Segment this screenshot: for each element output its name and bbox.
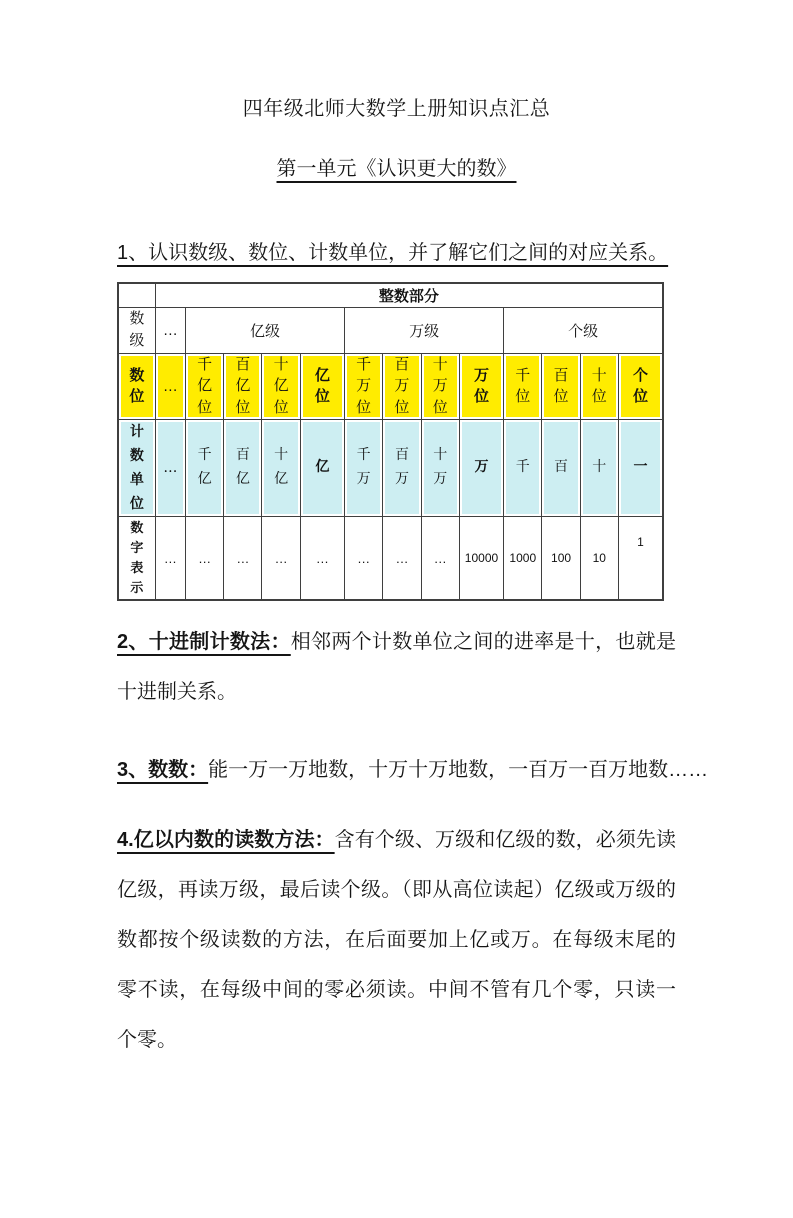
point-1: 1、认识数级、数位、计数单位，并了解它们之间的对应关系。: [117, 242, 669, 264]
unit-subtitle: 第一单元《认识更大的数》: [276, 158, 517, 180]
table-row-places: [118, 353, 663, 419]
point-4-term: 4.亿以内数的读数方法：: [117, 829, 335, 852]
number-cell: 1000: [504, 516, 542, 600]
place-cell: …: [155, 353, 185, 419]
cell-text: 十万位: [432, 356, 448, 416]
integer-part-header: 整数部分: [155, 283, 663, 307]
place-cell: [459, 353, 503, 419]
place-cell: [300, 353, 344, 419]
unit-cell: [542, 419, 580, 516]
unit-cell: [504, 419, 542, 516]
point-2: [117, 617, 676, 717]
cell-text: 百亿: [235, 446, 250, 487]
cell-text: 百位: [553, 366, 569, 405]
corner-cell: [118, 283, 155, 307]
row-label-number-representation: [118, 516, 155, 600]
row-label-number-level: [118, 307, 155, 353]
point-3-term: 3、数数：: [117, 759, 209, 782]
number-cell: …: [262, 516, 300, 600]
place-cell: [224, 353, 262, 419]
number-cell: …: [185, 516, 223, 600]
cell-text: 十万: [433, 446, 448, 487]
place-cell: [383, 353, 421, 419]
number-cell: …: [300, 516, 344, 600]
unit-cell: [345, 419, 383, 516]
cell-text: 百万位: [394, 356, 410, 416]
unit-cell: [300, 419, 344, 516]
cell-text: 千万: [356, 446, 371, 487]
cell-text: 百: [554, 458, 569, 475]
number-cell: 1: [618, 516, 663, 600]
level-cell-ge: 个级: [504, 307, 663, 353]
table-row-levels: [118, 307, 663, 353]
number-cell: 100: [542, 516, 580, 600]
place-cell: [345, 353, 383, 419]
row-label-digit-place: [118, 353, 155, 419]
cell-text: 千位: [515, 366, 531, 405]
table-row-counting-units: [118, 419, 663, 516]
row-label-text: 数字表示: [130, 519, 144, 596]
number-cell: 10000: [459, 516, 503, 600]
cell-text: 十位: [591, 366, 607, 405]
place-cell: [542, 353, 580, 419]
level-cell-wan: 万级: [345, 307, 504, 353]
place-cell: [421, 353, 459, 419]
row-label-text: 计数单位: [129, 423, 144, 512]
cell-text: 千: [515, 458, 530, 475]
cell-text: 亿位: [314, 366, 330, 405]
cell-text: 十亿: [274, 446, 289, 487]
point-2-body: 相邻两个计数单位之间的进率是十，也就是十进制关系。: [117, 631, 676, 704]
table-row-integer-part: [118, 283, 663, 307]
place-cell: [618, 353, 663, 419]
point-3: [117, 745, 709, 795]
cell-text: 万位: [473, 366, 489, 405]
unit-cell: [421, 419, 459, 516]
place-cell: [185, 353, 223, 419]
unit-cell: [618, 419, 663, 516]
row-label-text: 数位: [129, 366, 145, 405]
cell-text: 千亿: [197, 446, 212, 487]
unit-cell: [224, 419, 262, 516]
unit-cell: [459, 419, 503, 516]
number-cell: …: [224, 516, 262, 600]
cell-text: 一: [633, 458, 648, 475]
number-cell: …: [383, 516, 421, 600]
place-cell: [262, 353, 300, 419]
cell-text: 百亿位: [235, 356, 251, 416]
page-title: 四年级北师大数学上册知识点汇总: [242, 98, 551, 120]
point-2-term: 2、十进制计数法：: [117, 631, 291, 654]
point-4: [117, 815, 676, 1065]
row-label-text: 数级: [129, 309, 145, 349]
level-cell-yi: 亿级: [185, 307, 344, 353]
table-row-number-representation: [118, 516, 663, 600]
place-value-table: [117, 282, 664, 601]
number-cell: …: [155, 516, 185, 600]
unit-cell: [262, 419, 300, 516]
cell-text: 个位: [632, 366, 648, 405]
unit-cell: …: [155, 419, 185, 516]
unit-cell: [383, 419, 421, 516]
row-label-counting-unit: [118, 419, 155, 516]
cell-text: 十亿位: [273, 356, 289, 416]
point-4-body: 含有个级、万级和亿级的数，必须先读亿级，再读万级，最后读个级。（即从高位读起）亿级或万级的数都按个级读数的方法，在后面要加上亿或万。在每级末尾的零不读，在每级中间的零必须读。中间不管有几个零，只读一个零。: [117, 829, 676, 1052]
cell-text: 千万位: [356, 356, 372, 416]
number-cell: …: [421, 516, 459, 600]
cell-text: 十: [592, 458, 607, 475]
cell-text: 亿: [315, 458, 330, 475]
document-page: [0, 96, 793, 1065]
place-cell: [580, 353, 618, 419]
number-cell: …: [345, 516, 383, 600]
cell-text: 万: [474, 458, 489, 475]
unit-cell: [185, 419, 223, 516]
level-ellipsis-cell: …: [155, 307, 185, 353]
cell-text: 千亿位: [197, 356, 213, 416]
cell-text: 百万: [394, 446, 409, 487]
unit-cell: [580, 419, 618, 516]
number-cell: 10: [580, 516, 618, 600]
point-3-body: 能一万一万地数，十万十万地数，一百万一百万地数……: [208, 759, 709, 782]
place-cell: [504, 353, 542, 419]
